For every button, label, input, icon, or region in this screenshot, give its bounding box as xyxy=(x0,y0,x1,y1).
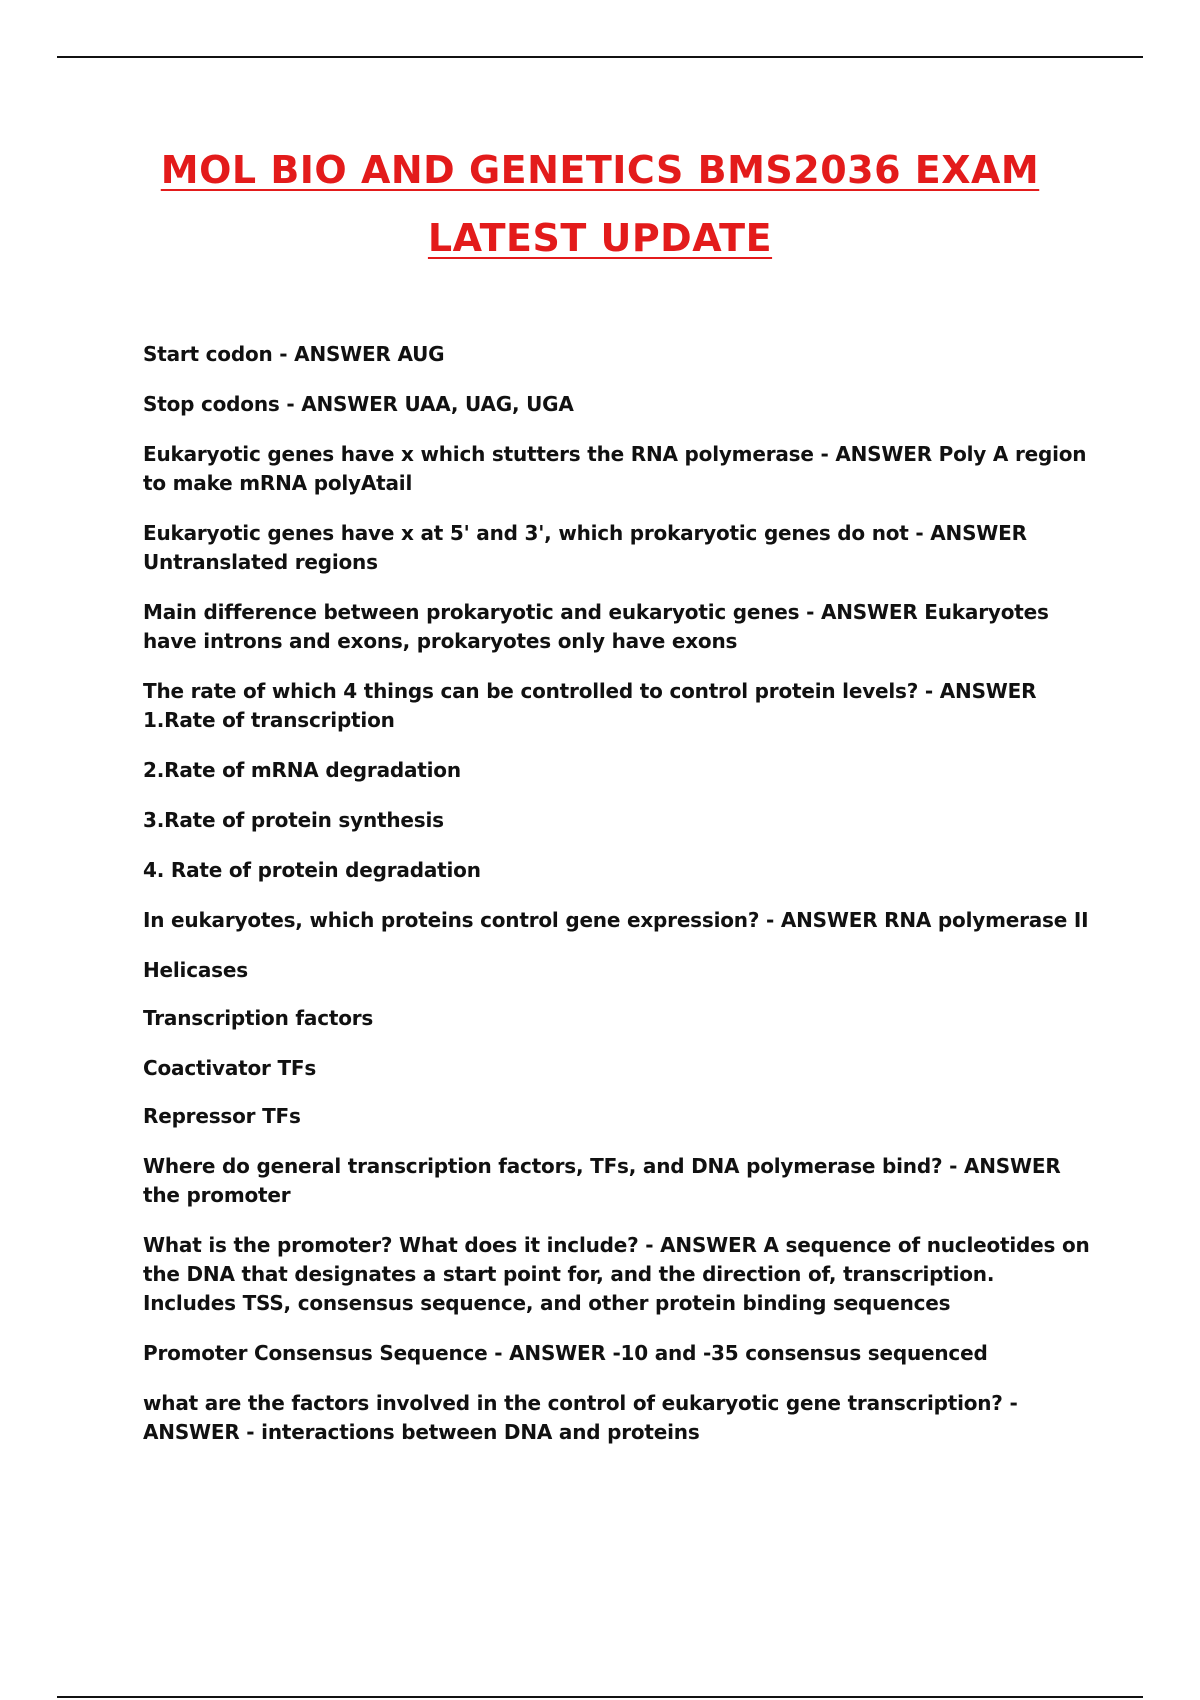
qa-rate-protein-degradation: 4. Rate of protein degradation xyxy=(143,858,481,882)
title-line-1: MOL BIO AND GENETICS BMS2036 EXAM xyxy=(160,148,1040,192)
qa-list xyxy=(143,340,1093,1468)
qa-binding-site: Where do general transcription factors, TFs, and DNA polymerase bind? - ANSWER the promoter xyxy=(143,1154,1061,1207)
qa-poly-a: Eukaryotic genes have x which stutters the RNA polymerase - ANSWER Poly A region to make mRNA polyAtail xyxy=(143,442,1087,495)
qa-gene-expression-proteins: In eukaryotes, which proteins control gene expression? - ANSWER RNA polymerase II xyxy=(143,908,1089,932)
qa-helicases: Helicases xyxy=(143,958,248,982)
qa-rate-controls: The rate of which 4 things can be controlled to control protein levels? - ANSWER 1.Rate of transcription xyxy=(143,679,1037,732)
document-title xyxy=(0,146,1200,282)
qa-rate-mrna-degradation: 2.Rate of mRNA degradation xyxy=(143,758,461,782)
qa-main-difference: Main difference between prokaryotic and eukaryotic genes - ANSWER Eukaryotes have introns and exons, prokaryotes only have exons xyxy=(143,600,1049,653)
title-line-2: LATEST UPDATE xyxy=(427,216,773,260)
top-rule xyxy=(57,56,1143,58)
qa-control-factors: what are the factors involved in the control of eukaryotic gene transcription? - ANSWER - interactions between DNA and proteins xyxy=(143,1391,1018,1444)
qa-start-codon: Start codon - ANSWER AUG xyxy=(143,342,445,366)
qa-stop-codons: Stop codons - ANSWER UAA, UAG, UGA xyxy=(143,392,574,416)
qa-rate-protein-synthesis: 3.Rate of protein synthesis xyxy=(143,808,444,832)
bottom-rule xyxy=(57,1696,1143,1698)
qa-promoter-consensus: Promoter Consensus Sequence - ANSWER -10 and -35 consensus sequenced xyxy=(143,1341,988,1365)
qa-coactivator-tfs: Coactivator TFs xyxy=(143,1056,317,1080)
qa-untranslated-regions: Eukaryotic genes have x at 5' and 3', which prokaryotic genes do not - ANSWER Untranslated regions xyxy=(143,521,1027,574)
qa-promoter-definition: What is the promoter? What does it include? - ANSWER A sequence of nucleotides on the DNA that designates a start point for, and the direction of, transcription. Includes TSS, consensus sequence, and other protein binding sequences xyxy=(143,1233,1090,1315)
qa-repressor-tfs: Repressor TFs xyxy=(143,1104,301,1128)
qa-transcription-factors: Transcription factors xyxy=(143,1006,374,1030)
